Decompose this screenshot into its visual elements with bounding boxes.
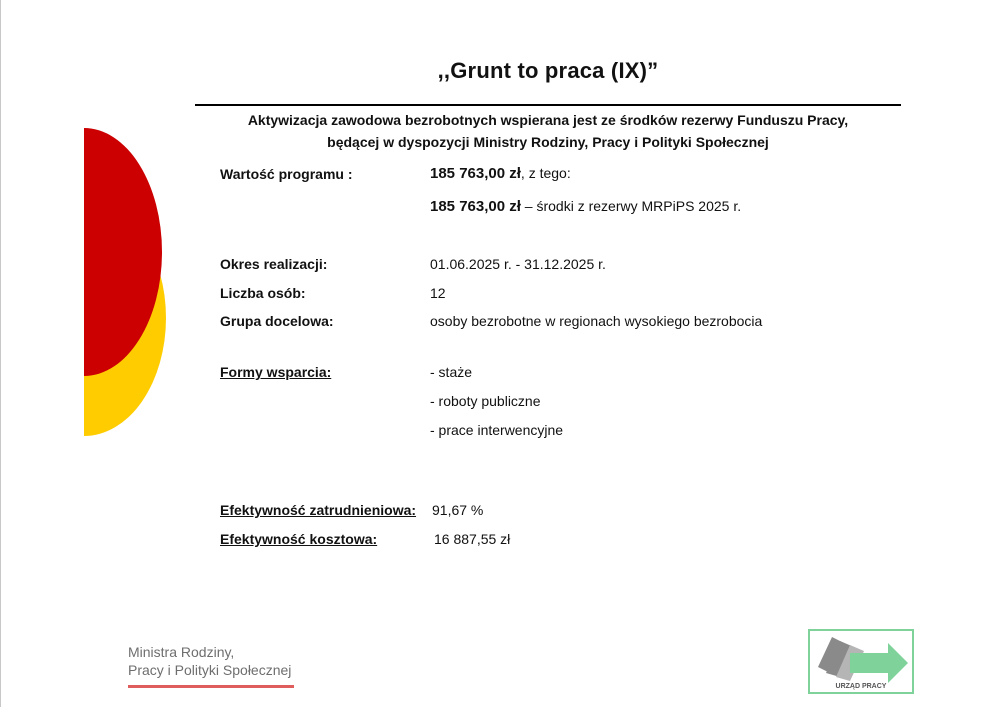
period-label: Okres realizacji: <box>220 256 328 272</box>
reserve-value <box>430 198 741 215</box>
subtitle-line-2: będącej w dyspozycji Ministry Rodziny, Pracy i Polityki Społecznej <box>327 134 769 150</box>
reserve-amount: 185 763,00 zł <box>430 198 521 215</box>
support-item: - staże <box>430 364 473 380</box>
target-group-value: osoby bezrobotne w regionach wysokiego bezrobocia <box>430 313 763 329</box>
cost-efficiency-value: 16 887,55 zł <box>434 531 511 547</box>
cost-efficiency-label: Efektywność kosztowa: <box>220 531 378 547</box>
ministry-logo-line-1: Ministra Rodziny, <box>128 644 235 660</box>
urzad-pracy-label: URZĄD PRACY <box>835 683 887 690</box>
persons-label: Liczba osób: <box>220 285 306 301</box>
program-value-suffix: , z tego: <box>520 165 571 181</box>
subtitle-line-1: Aktywizacja zawodowa bezrobotnych wspierana jest ze środków rezerwy Funduszu Pracy, <box>247 112 849 128</box>
urzad-pracy-logo <box>808 629 914 694</box>
document-title: ,,Grunt to praca (IX)” <box>437 58 659 83</box>
target-group-label: Grupa docelowa: <box>220 313 334 329</box>
ministry-logo <box>128 643 291 679</box>
support-item: - roboty publiczne <box>430 393 541 409</box>
title-divider <box>195 104 901 106</box>
support-forms-label: Formy wsparcia: <box>220 364 332 380</box>
persons-value: 12 <box>430 285 446 301</box>
reserve-suffix: – środki z rezerwy MRPiPS 2025 r. <box>520 198 742 214</box>
program-value-amount: 185 763,00 zł <box>430 165 521 182</box>
ministry-logo-underline <box>128 685 294 688</box>
period-value: 01.06.2025 r. - 31.12.2025 r. <box>430 256 606 272</box>
support-item: - prace interwencyjne <box>430 422 564 438</box>
urzad-pracy-icon <box>810 631 912 692</box>
program-value-label: Wartość programu : <box>220 166 353 182</box>
program-value <box>430 165 571 182</box>
ministry-logo-line-2: Pracy i Polityki Społecznej <box>128 662 292 678</box>
employment-efficiency-label: Efektywność zatrudnieniowa: <box>220 502 417 518</box>
document-subtitle <box>195 109 901 153</box>
decorative-semicircles <box>84 128 174 440</box>
employment-efficiency-value: 91,67 % <box>432 502 484 518</box>
page-edge <box>0 0 1 707</box>
